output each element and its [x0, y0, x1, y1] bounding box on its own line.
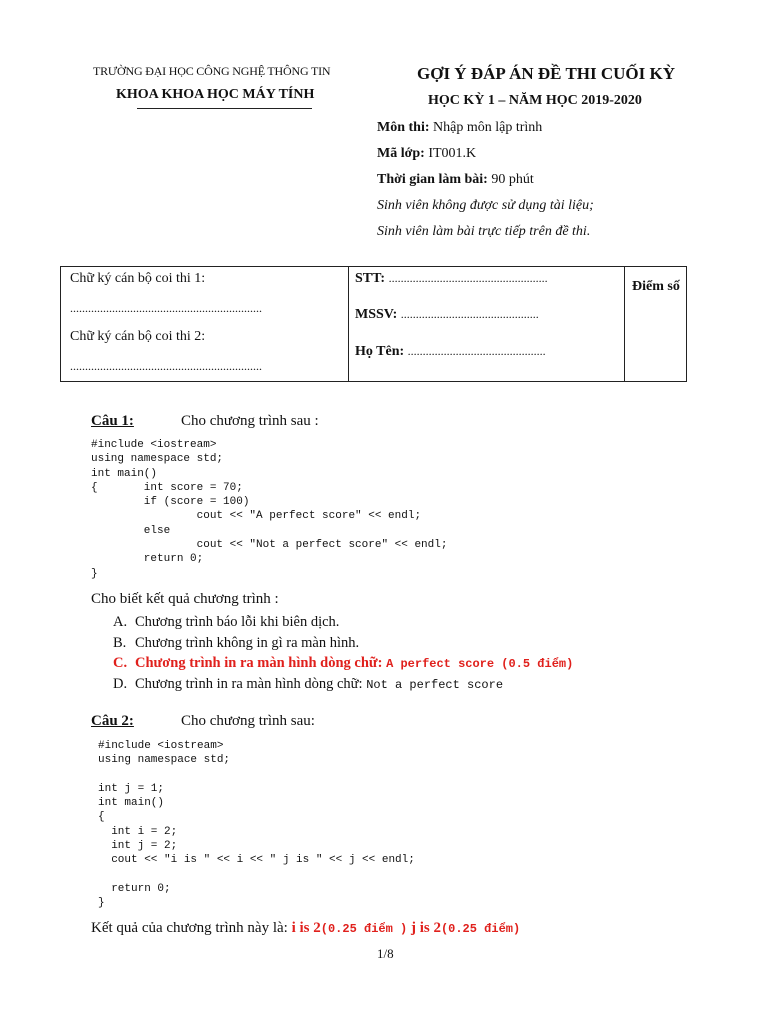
proctor1-label: Chữ ký cán bộ coi thi 1:	[70, 271, 206, 286]
time-label: Thời gian làm bài:	[377, 172, 488, 187]
note-no-documents: Sinh viên không được sử dụng tài liệu;	[377, 198, 594, 213]
question1-option-c-correct	[113, 655, 573, 672]
faculty-name: KHOA KHOA HỌC MÁY TÍNH	[116, 87, 315, 102]
faculty-underline	[137, 108, 312, 109]
proctor2-dots: ................................................................	[70, 359, 262, 373]
answer-part2: j is 2	[410, 920, 441, 936]
option-letter: D.	[113, 676, 128, 692]
option-output: Not a perfect score	[366, 678, 504, 692]
question1-intro: Cho chương trình sau :	[181, 413, 319, 429]
subject-line	[377, 120, 542, 136]
question1-option-b	[113, 635, 359, 652]
answer-part1-score: (0.25 điểm )	[320, 922, 408, 936]
question1-title: Câu 1:	[91, 413, 134, 429]
question1-code: #include <iostream> using namespace std; int main() { int score = 70; if (score = 100) cout << "A perfect score" << endl; else cout << "Not a perfect score" << endl; return 0; }	[91, 439, 448, 580]
mssv-dots: ..............................................	[400, 307, 539, 321]
time-line	[377, 172, 534, 188]
subject-value: Nhập môn lập trình	[433, 120, 543, 135]
question2-code: #include <iostream> using namespace std; int j = 1; int main() { int i = 2; int j = 2; cout << "i is " << i << " j is " << j << endl; return 0; }	[98, 740, 415, 910]
subject-label: Môn thi:	[377, 120, 430, 135]
option-letter: B.	[113, 635, 127, 651]
proctor-signature-cell	[61, 267, 349, 382]
class-line	[377, 146, 476, 162]
option-letter: C.	[113, 655, 128, 671]
name-dots: ..............................................	[407, 344, 546, 358]
question1-prompt: Cho biết kết quả chương trình :	[91, 591, 279, 607]
name-label: Họ Tên:	[355, 344, 405, 359]
score-label: Điểm số	[632, 279, 680, 294]
page-number: 1/8	[377, 946, 394, 961]
proctor1-dots: ................................................................	[70, 301, 262, 315]
student-info-cell	[349, 267, 625, 382]
option-text: Chương trình in ra màn hình dòng chữ:	[135, 676, 363, 692]
time-value: 90 phút	[491, 172, 534, 187]
note-answer-on-paper: Sinh viên làm bài trực tiếp trên đề thi.	[377, 224, 591, 239]
stt-line	[355, 271, 548, 287]
option-output: A perfect score (0.5 điểm)	[386, 657, 574, 671]
score-cell	[625, 267, 687, 382]
option-text: Chương trình in ra màn hình dòng chữ:	[135, 655, 383, 671]
mssv-label: MSSV:	[355, 307, 398, 322]
proctor2-label: Chữ ký cán bộ coi thi 2:	[70, 329, 206, 344]
option-letter: A.	[113, 614, 128, 630]
exam-title: GỢI Ý ĐÁP ÁN ĐỀ THI CUỐI KỲ	[417, 64, 676, 83]
class-value: IT001.K	[428, 146, 477, 161]
stt-label: STT:	[355, 271, 386, 286]
question1-option-a	[113, 614, 339, 631]
stt-dots: .....................................................	[388, 271, 548, 285]
semester: HỌC KỲ 1 – NĂM HỌC 2019-2020	[428, 93, 642, 108]
question2-result	[91, 920, 520, 937]
signature-box	[60, 266, 687, 382]
question1-option-d	[113, 676, 503, 693]
option-text: Chương trình báo lỗi khi biên dịch.	[135, 614, 340, 630]
option-text: Chương trình không in gì ra màn hình.	[135, 635, 360, 651]
mssv-line	[355, 307, 539, 323]
answer-part1: i is 2	[291, 920, 321, 936]
result-label: Kết quả của chương trình này là:	[91, 920, 288, 936]
question2-intro: Cho chương trình sau:	[181, 713, 315, 729]
name-line	[355, 344, 546, 360]
class-label: Mã lớp:	[377, 146, 425, 161]
answer-part2-score: (0.25 điểm)	[440, 922, 521, 936]
school-name: TRƯỜNG ĐẠI HỌC CÔNG NGHỆ THÔNG TIN	[93, 64, 331, 78]
question2-title: Câu 2:	[91, 713, 134, 729]
